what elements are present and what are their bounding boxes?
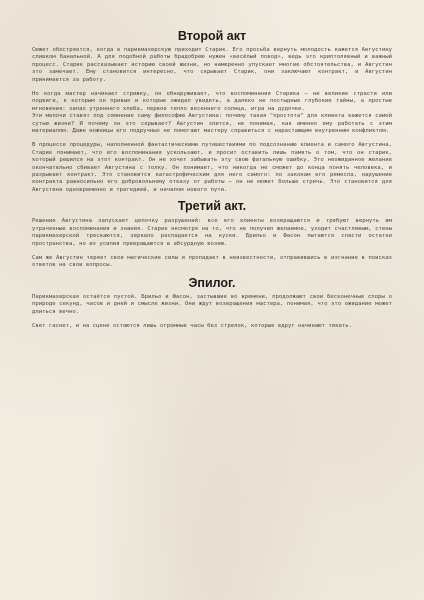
act-two-paragraph-4: В процессе процедуры, наполненной фантастическими путешествиями по подсознанию клиента и самого Августина, Старик понимает, что его воспоминания ускользают, и просит оставить лишь память о том, что он старик, который решился на этот контракт. Он не хочет забывать эту свою фатальную ошибку. Это неожиданное желание окончательно сбивает Августина с толку. Он понимает, что никогда не сможет до конца понять человека, и разрывает контракт. Это становится катастрофическим для него самого: по законам его ремесла, нарушение контракта равносильно его добровольному отказу от работы – он не может больше стричь. Это становится для Августина одновременно и трагедией, и началом нового пути. <box>32 142 392 193</box>
act-two-paragraph-3: Эти мелочи ставят под сомнение саму философию Августина: почему такая "простота" для клиента кажется самой сутью жизни? И почему он это скрывает? Августин злится, не понимая, как именно ему работать с этим материалом. Даже ножницы его подручных не помогают мастеру справиться с нарастающим внутренним конфликтом. <box>32 113 392 135</box>
act-two-paragraph-2: Но когда мастер начинает стрижку, он обнаруживает, что воспоминания Старика – не великие страсти или подвиги, к которым он привык и которые ожидал увидеть, а далеко не постыдные глубокие тайны, а простые мгновения: запах утреннего хлеба, первое тепло весеннего солнца, игра на дудочке. <box>32 90 392 112</box>
act-two-paragraph-1: Сюжет обостряется, когда в парикмахерскую приходит Старик. Его просьба вернуть молодость кажется Августину слишком банальной. А для подобной работы брадобрею нужен «весёлый повод», ведь это криптолявный и важный процесс. Старик рассказывает историю своей жизни, но намеренно упускает многие обстоятельства, и Августин это замечает. Ему становится интересно, что скрывает Старик, они заключают контракт, и Августин принимается за работу. <box>32 47 392 83</box>
epilogue-paragraph-2: Свет гаснет, и на сцене остаются лишь огромные часы без стрелок, которые вдруг начинают тикать. <box>32 322 352 329</box>
section-title-epilogue: Эпилог. <box>188 275 236 290</box>
section-title-act-three: Третий акт. <box>177 199 247 214</box>
section-title-act-two: Второй акт <box>177 29 247 43</box>
epilogue-paragraph-1: Парикмахерская остаётся пустой. Брильо и Фасон, застывшие во времени, продолжают свои бесконечные споры о природе секунд, часов и дней и смысле жизни. Они ждут возвращения мастера, понимая, что это ожидание может длиться вечно. <box>32 293 392 315</box>
act-three-paragraph-2: Сам же Августин теряет свои магические силы и пропадает в неизвестности, отправившись в изгнание в поисках ответов на свои вопросы. <box>32 254 392 269</box>
act-three-paragraph-1: Решение Августина запускает цепочку разрушений: все его клиенты возвращаются и требуют вернуть им утраченные воспоминания и знания. Старик несмотря на то, что не получил желаемое, уходит счастливым, стены парикмахерской трескаются, зеркало распадается на куски. Брильо и Фасон пытаются спасти остатки пространства, но их усилия превращаются в абсурдную возню. <box>32 218 392 247</box>
document-page <box>32 28 392 330</box>
